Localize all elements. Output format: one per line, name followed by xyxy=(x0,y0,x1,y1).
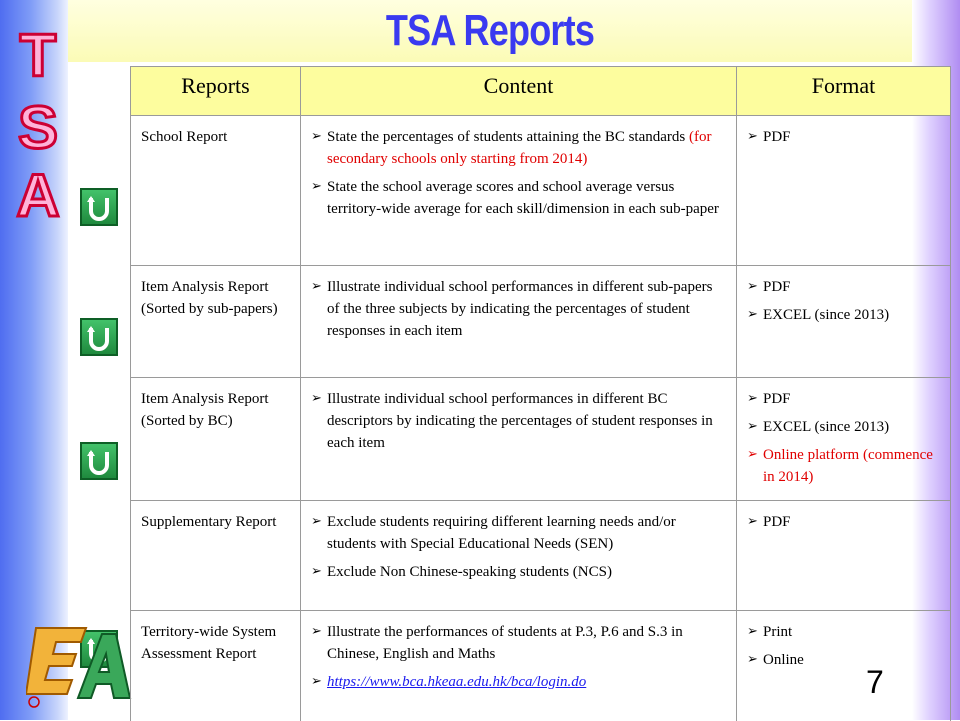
return-button-1[interactable] xyxy=(80,188,118,226)
page-number: 7 xyxy=(866,664,884,700)
format-bullet: ➢ PDF xyxy=(747,511,940,533)
content-bullet: ➢ Illustrate the performances of students at P.3, P.6 and S.3 in Chinese, English and Maths xyxy=(311,621,726,665)
report-content xyxy=(301,378,737,501)
u-turn-icon xyxy=(82,190,116,224)
table-header-row xyxy=(131,67,951,116)
header-format: Format xyxy=(737,67,951,116)
tsa-logo-letter-a: A xyxy=(16,162,60,229)
u-turn-icon xyxy=(82,320,116,354)
tsa-logo-letter-t: T xyxy=(19,22,57,89)
report-format xyxy=(737,611,951,721)
table-row xyxy=(131,266,951,378)
u-turn-icon xyxy=(82,444,116,478)
report-content xyxy=(301,116,737,266)
report-name: Item Analysis Report (Sorted by BC) xyxy=(131,378,301,501)
report-format xyxy=(737,116,951,266)
report-content xyxy=(301,501,737,611)
bca-login-link[interactable]: https://www.bca.hkeaa.edu.hk/bca/login.do xyxy=(327,674,587,690)
format-bullet: ➢ PDF xyxy=(747,126,940,148)
header-content: Content xyxy=(301,67,737,116)
format-bullet: ➢ Online xyxy=(747,649,940,671)
table-row xyxy=(131,378,951,501)
content-bullet: ➢ Illustrate individual school performances in different BC descriptors by indicating the percentages of student responses in each item xyxy=(311,388,726,454)
content-text: State the school average scores and school average versus territory-wide average for each skill/dimension in each sub-paper xyxy=(327,179,719,217)
format-bullet: ➢ PDF xyxy=(747,388,940,410)
report-format xyxy=(737,378,951,501)
format-bullet-online-platform: ➢ Online platform (commence in 2014) xyxy=(747,444,940,488)
format-bullet: ➢ EXCEL (since 2013) xyxy=(747,304,940,326)
format-bullet: ➢ EXCEL (since 2013) xyxy=(747,416,940,438)
table-row xyxy=(131,116,951,266)
content-bullet xyxy=(311,671,726,693)
report-name: Supplementary Report xyxy=(131,501,301,611)
report-content xyxy=(301,266,737,378)
table-row xyxy=(131,611,951,721)
table-row xyxy=(131,501,951,611)
report-name: School Report xyxy=(131,116,301,266)
content-bullet: ➢ Exclude students requiring different learning needs and/or students with Special Educational Needs (SEN) xyxy=(311,511,726,555)
ea-logo-icon xyxy=(26,618,138,710)
header-reports: Reports xyxy=(131,67,301,116)
content-bullet xyxy=(311,176,726,220)
report-name: Territory-wide System Assessment Report xyxy=(131,611,301,721)
content-bullet: ➢ Illustrate individual school performances in different sub-papers of the three subjects by indicating the percentages of student responses in each item xyxy=(311,276,726,342)
report-format xyxy=(737,501,951,611)
report-name: Item Analysis Report (Sorted by sub-papers) xyxy=(131,266,301,378)
content-note: (for secondary schools only starting from 2014) xyxy=(327,129,712,167)
content-text: State the percentages of students attaining the BC standards xyxy=(327,129,689,145)
page-title: TSA Reports xyxy=(385,6,595,55)
report-format xyxy=(737,266,951,378)
content-bullet: ➢ Exclude Non Chinese-speaking students (NCS) xyxy=(311,561,726,583)
content-bullet xyxy=(311,126,726,170)
return-button-2[interactable] xyxy=(80,318,118,356)
format-bullet: ➢ Print xyxy=(747,621,940,643)
reports-table xyxy=(130,66,951,721)
format-bullet: ➢ PDF xyxy=(747,276,940,298)
return-button-3[interactable] xyxy=(80,442,118,480)
tsa-logo-letter-s: S xyxy=(17,94,59,161)
report-content xyxy=(301,611,737,721)
